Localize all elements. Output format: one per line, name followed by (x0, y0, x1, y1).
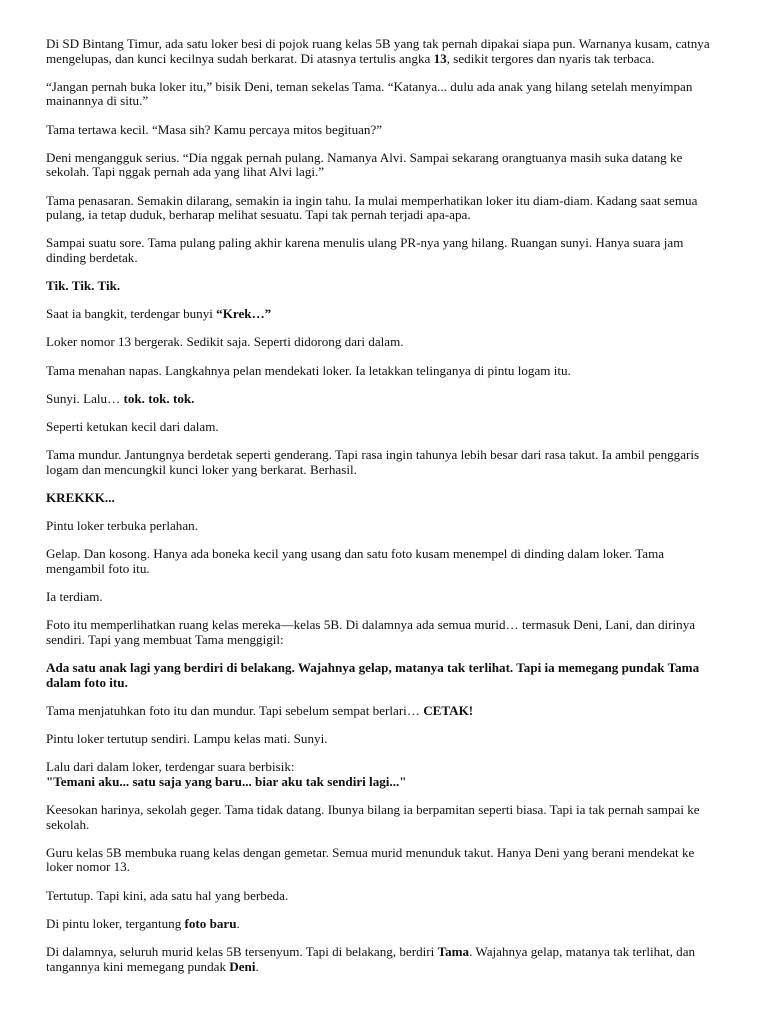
document-page (46, 37, 722, 988)
photo-reveal: Ada satu anak lagi yang berdiri di belakang. Wajahnya gelap, matanya tak terlihat. Tapi ia memegang pundak Tama dalam foto itu. (46, 660, 700, 690)
door-sound: KREKKK... (46, 490, 115, 505)
new-photo: foto baru (184, 915, 237, 931)
clock-sound: Tik. Tik. Tik. (46, 278, 121, 294)
name-tama: Tama (437, 944, 470, 959)
paragraph-12: Seperti ketukan kecil dari dalam. (46, 419, 219, 435)
paragraph-5: Tama penasaran. Semakin dilarang, semakin ia ingin tahu. Ia mulai memperhatikan loker itu diam-diam. Kadang saat semua pulang, ia tetap duduk, berharap melihat sesuatu. Tapi tak pernah terjadi apa-apa. (46, 192, 698, 223)
paragraph-24: Guru kelas 5B membuka ruang kelas dengan gemetar. Semua murid menunduk takut. Hanya Deni yang berani mendekat ke loker nomor 13. (46, 844, 695, 875)
paragraph-23: Keesokan harinya, sekolah geger. Tama tidak datang. Ibunya bilang ia berpamitan seperti biasa. Tapi ia tak pernah sampai ke sekolah. (46, 802, 700, 832)
name-deni: Deni (229, 958, 256, 974)
paragraph-11: Sunyi. Lalu… tok. tok. tok. (46, 390, 195, 406)
locker-number: 13 (433, 50, 447, 66)
paragraph-25: Tertutup. Tapi kini, ada satu hal yang berbeda. (46, 887, 289, 903)
paragraph-7 (46, 279, 722, 294)
creak-sound: “Krek…” (216, 306, 272, 322)
paragraph-22: Lalu dari dalam loker, terdengar suara berbisik: "Temani aku... satu saja yang baru... biar aku tak sendiri lagi..." (46, 760, 722, 789)
paragraph-1: Di SD Bintang Timur, ada satu loker besi di pojok ruang kelas 5B yang tak pernah dipakai siapa pun. Warnanya kusam, catnya mengelupas, dan kunci kecilnya sudah berkarat. Di atasnya tertulis angka 13, sedikit tergores dan nyaris tak terbaca. (46, 36, 710, 66)
paragraph-10: Tama menahan napas. Langkahnya pelan mendekati loker. Ia letakkan telinganya di pintu logam itu. (46, 362, 571, 378)
slam-sound: CETAK! (423, 702, 474, 718)
paragraph-16: Gelap. Dan kosong. Hanya ada boneka kecil yang usang dan satu foto kusam menempel di dinding dalam loker. Tama mengambil foto itu. (46, 546, 665, 576)
paragraph-18: Foto itu memperlihatkan ruang kelas mereka—kelas 5B. Di dalamnya ada semua murid… termasuk Deni, Lani, dan dirinya sendiri. Tapi yang membuat Tama menggigil: (46, 617, 696, 647)
paragraph-14 (46, 491, 722, 506)
whisper-quote: "Temani aku... satu saja yang baru... biar aku tak sendiri lagi..." (46, 773, 407, 789)
paragraph-4: Deni mengangguk serius. “Dia nggak pernah pulang. Namanya Alvi. Sampai sekarang orangtuanya masih suka datang ke sekolah. Tapi nggak pernah ada yang lihat Alvi lagi.” (46, 149, 683, 180)
paragraph-20: Tama menjatuhkan foto itu dan mundur. Tapi sebelum sempat berlari… CETAK! (46, 702, 474, 718)
paragraph-6: Sampai suatu sore. Tama pulang paling akhir karena menulis ulang PR-nya yang hilang. Ruangan sunyi. Hanya suara jam dinding berdetak. (46, 235, 684, 265)
paragraph-8: Saat ia bangkit, terdengar bunyi “Krek…” (46, 306, 272, 322)
paragraph-2: “Jangan pernah buka loker itu,” bisik Deni, teman sekelas Tama. “Katanya... dulu ada anak yang hilang setelah menyimpan mainannya di situ.” (46, 78, 693, 109)
paragraph-13: Tama mundur. Jantungnya berdetak seperti genderang. Tapi rasa ingin tahunya lebih besar dari rasa takut. Ia ambil penggaris logam dan mencungkil kunci loker yang berkarat. Berhasil. (46, 447, 700, 477)
paragraph-21: Pintu loker tertutup sendiri. Lampu kelas mati. Sunyi. (46, 731, 328, 747)
paragraph-27: Di dalamnya, seluruh murid kelas 5B tersenyum. Tapi di belakang, berdiri Tama. Wajahnya gelap, matanya tak terlihat, dan tangannya kini memegang pundak Deni. (46, 944, 696, 974)
paragraph-9: Loker nomor 13 bergerak. Sedikit saja. Seperti didorong dari dalam. (46, 334, 404, 350)
paragraph-15: Pintu loker terbuka perlahan. (46, 518, 198, 534)
paragraph-26: Di pintu loker, tergantung foto baru. (46, 915, 240, 931)
paragraph-17: Ia terdiam. (46, 589, 103, 605)
knock-sound: tok. tok. tok. (123, 390, 195, 406)
paragraph-19 (46, 661, 722, 690)
paragraph-3: Tama tertawa kecil. “Masa sih? Kamu percaya mitos begituan?” (46, 121, 383, 137)
